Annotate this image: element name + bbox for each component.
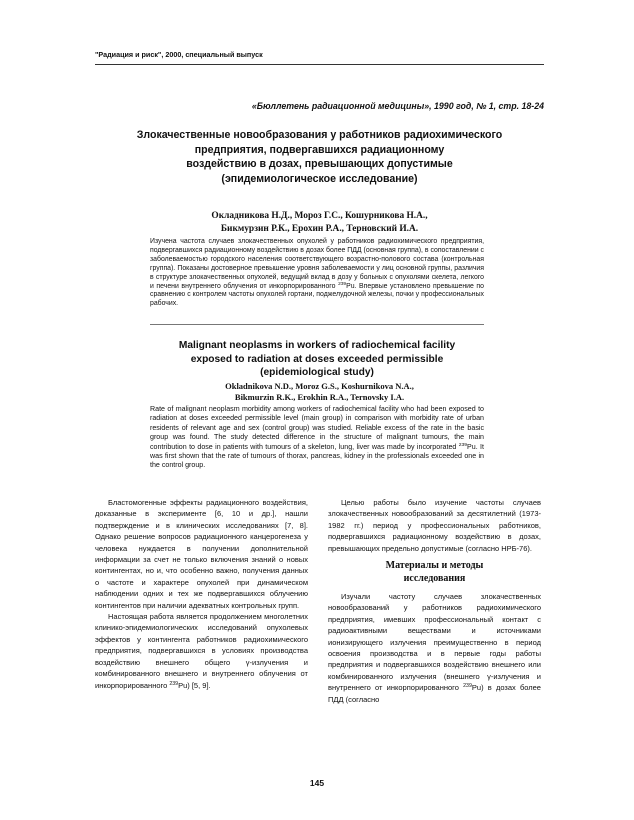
abstract-ru	[150, 238, 484, 309]
body-paragraph: Бластомогенные эффекты радиационного воздействия, доказанные в эксперименте [6, 10 и др.], нашли подтверждение и в клинических исследованиях [7, 8]. Однако решение вопросов радиационного канцерогенеза у человека нуждается в получении дополнительной информации за счет не только включения знаний о новых контингентах, но и, что особенно важно, получения данных о частоте и характере опухолей при динамическом наблюдении одних и тех же подвергавшихся облучению контингентов при наличии адекватных контрольных групп.	[95, 498, 308, 610]
article-title-ru	[95, 128, 544, 186]
page-number: 145	[309, 778, 325, 788]
header-rule	[95, 64, 544, 65]
isotope-mass-number: 239	[338, 281, 347, 287]
heading-line: Материалы и методы	[385, 560, 484, 572]
abstract-divider	[150, 324, 484, 325]
authors-line: Bikmurzin R.K., Erokhin R.A., Ternovsky I.A.	[234, 392, 405, 402]
authors-line: Окладникова Н.Д., Мороз Г.С., Кошурникова Н.А.,	[211, 211, 428, 221]
authors-ru	[95, 210, 544, 236]
section-heading	[328, 560, 541, 585]
abstract-text: Изучена частота случаев злокачественных опухолей у работников радиохимического предприятия, подвергавшихся радиационному воздействию в дозах более ПДД (основная группа), в сопоставлении с заболеваемостью городского населения соответствующего возрастно-полового состава (контрольная группа). Показаны достоверное превышение уровня заболеваемости у лиц основной группы, различия в структуре злокачественных опухолей, ведущий вклад в дозу у больных с опухолями скелета, легкого и печени внутреннего облучения от инкорпорированного	[150, 238, 484, 290]
authors-en	[95, 381, 544, 403]
abstract-text: Pu. Впервые установлено превышение по сравнению с контролем частоты опухолей гортани, поджелудочной железы, почки у профессиональных рабочих.	[150, 282, 484, 308]
title-line: (эпидемиологическое исследование)	[221, 172, 418, 185]
isotope-mass-number: 239	[463, 683, 472, 690]
body-paragraph	[95, 611, 308, 691]
title-line: Malignant neoplasms in workers of radiochemical facility	[178, 340, 456, 351]
heading-line: исследования	[403, 572, 466, 584]
paragraph-text: Настоящая работа является продолжением многолетних клинико-эпидемиологических исследований опухолевых эффектов у контингента работников радиохимического предприятия, подвергавшихся в условиях производства воздействию внешнего общего γ-излучения и комбинированного внешнего и внутреннего облучения от инкорпорированного	[95, 612, 308, 690]
authors-line: Бикмурзин Р.К., Ерохин Р.А., Терновский И.А.	[220, 224, 419, 234]
body-paragraph	[328, 591, 541, 705]
body-column-left	[95, 497, 308, 691]
isotope-mass-number: 239	[458, 442, 468, 448]
body-column-right	[328, 497, 541, 705]
title-line: воздействию в дозах, превышающих допустимые	[186, 158, 453, 171]
article-title-en	[150, 339, 484, 380]
abstract-en	[150, 405, 484, 471]
paragraph-text: Изучали частоту случаев злокачественных новообразований у работников радиохимического предприятия, имевших профессиональный контакт с радиоактивными веществами и источниками ионизирующего излучения преимущественно в период освоения производства и в первые годы работы предприятия и подвергавшихся воздействию внешнего или комбинированного излучения (внешнего γ-излучения и внутреннего от инкорпорированного	[328, 592, 541, 693]
title-line: exposed to radiation at doses exceeded permissible	[190, 353, 444, 365]
title-line: предприятия, подвергавшихся радиационному	[194, 143, 445, 156]
isotope-mass-number: 239	[169, 680, 179, 687]
journal-citation: «Бюллетень радиационной медицины», 1990 год, № 1, стр. 18-24	[251, 101, 544, 111]
title-line: (epidemiological study)	[260, 367, 374, 379]
abstract-text: Rate of malignant neoplasm morbidity among workers of radiochemical facility who had been exposed to radiation at doses exceeded permissible level (main group) in comparison with morbidity rate of urban residents of relevant age and sex (control group) was studied. Reliable excess of the rate in the basic group was found. The study detected difference in the structure of malignant tumours, the main contribution to dose in patients with tumours of a skeleton, lung, liver was made by incorporated	[150, 405, 484, 451]
title-line: Злокачественные новообразования у работников радиохимического	[136, 129, 503, 141]
authors-line: Okladnikova N.D., Moroz G.S., Koshurnikova N.A.,	[225, 381, 414, 391]
paragraph-text: Pu) в дозах более ПДД (согласно	[328, 683, 541, 704]
paragraph-text: Pu) [5, 9].	[178, 680, 211, 690]
body-paragraph: Целью работы было изучение частоты случаев злокачественных новообразований за десятилетний (1973-1982 гг.) период у профессиональных работников, подвергавшихся радиационному воздействию в дозах, превышающих предельно допустимые (согласно НРБ-76).	[328, 498, 541, 553]
abstract-text: Pu. It was first shown that the rate of tumours of thorax, pancreas, kidney in the professionals exceeded one in the control group.	[150, 442, 484, 470]
running-head: "Радиация и риск", 2000, специальный выпуск	[95, 50, 263, 59]
